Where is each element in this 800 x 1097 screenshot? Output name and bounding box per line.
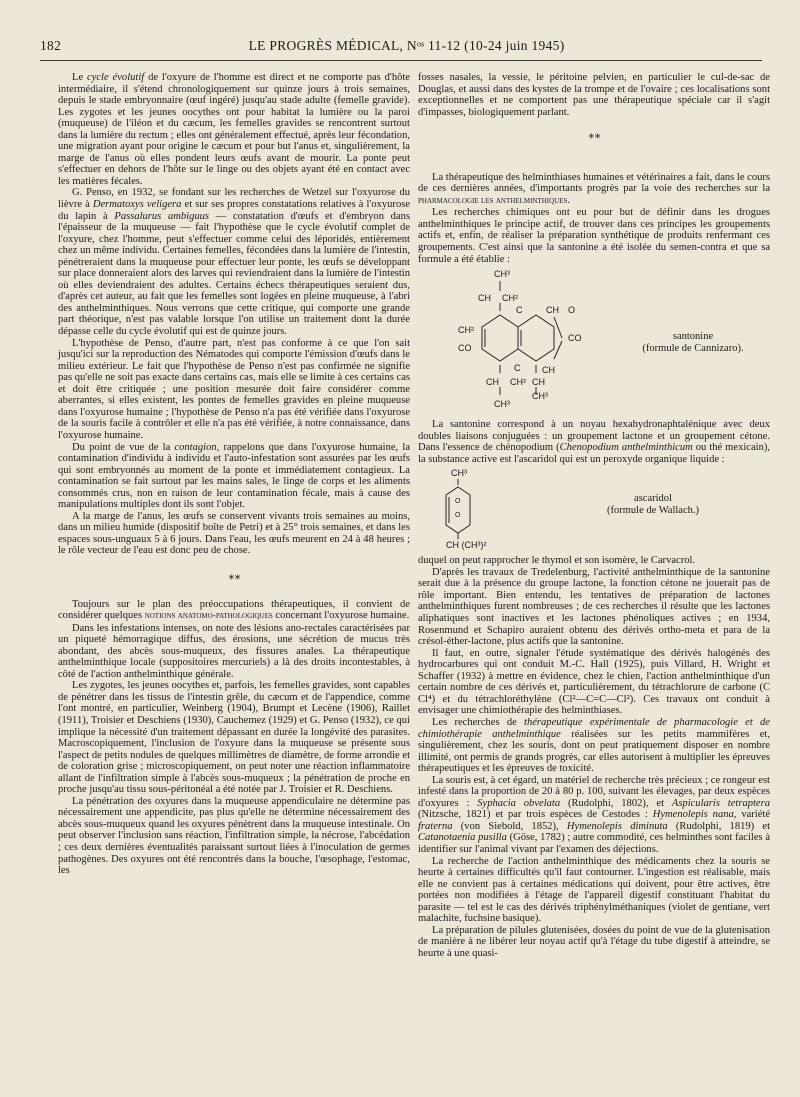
formula-atom: CH²: [458, 325, 474, 336]
formula-atom: CH: [478, 293, 491, 304]
paragraph-souris: La souris est, à cet égard, un matériel de recherche très précieux ; ce rongeur est infesté dans la proportion de 20 à 80 p. 100, suivant les élevages, par deux espèces d'oxyures : Syphacia obvelata (Rudolphi, 1802), et Aspicularis tetraptera (Nitzsche, 1821) et par trois espèces de Cestodes : Hymenolepis nana, variété fraterna (von Siebold, 1852), Hymenolepis diminuta (Rudolphi, 1819) et Catanotaenia pusilla (Göse, 1782) ; autre commodité, ces helminthes sont faciles à identifier sur l'animal vivant par l'examen des déjections.: [418, 774, 771, 855]
page-number: 182: [40, 38, 62, 53]
formula-atom: CH: [542, 365, 555, 376]
formula-atom: CH: [532, 377, 545, 388]
santonine-caption: santonine (formule de Cannizaro).: [642, 331, 744, 354]
formula-atom: CH: [546, 305, 559, 316]
formula-atom: CH³: [532, 391, 548, 402]
formula-atom: O: [568, 305, 576, 316]
left-column: [58, 72, 410, 877]
formula-atom: CH²: [502, 293, 518, 304]
paragraph-therapeutique: La thérapeutique des helminthiases humaines et vétérinaires a fait, dans le cours de ces dernières années, d'importants progrès par la voie des recherches sur la pharmacologie les anthelminthiques.: [418, 171, 770, 206]
paragraph-santonine: La santonine correspond à un noyau hexahydronaphtalénique avec deux doubles liaisons conjuguées : un groupement lactone et un groupement cétone. Dans l'essence de chénopodium (Chenopodium anthelminthicum ou thé mexicain), la substance active est l'ascaridol qui est un peroxyde organique liquide :: [418, 419, 770, 465]
formula-atom: C: [514, 363, 521, 374]
right-column: [418, 72, 770, 959]
ascaridol-caption: ascaridol (formule de Wallach.): [607, 493, 699, 516]
section-separator: ⁎ ⁎: [588, 129, 600, 142]
santonine-formula: [418, 267, 770, 415]
paragraph-recherches-experimentales: Les recherches de thérapeutique expérimentale de pharmacologie et de chimiothérapie anthelminthique réalisées sur les petits mammifères et, singulièrement, chez les souris, dont on peut pratiquement disposer en nombre illimité, ont permis de grands progrès, car elles autorisent à multiplier les épreuves thérapeutiques et les épreuves de toxicité.: [418, 716, 770, 775]
formula-atom: CH³: [451, 468, 467, 479]
header-rule: [40, 60, 762, 61]
paragraph-halogenes: Il faut, en outre, signaler l'étude systématique des dérivés halogénés des hydrocarbures qui ont conduit M.-C. Hall (1925), puis Villard, H. Wright et Schaffer (1932) à mettre en évidence, chez le chien, l'action anthelminthique d'un certain nombre de ces dérivés et, particulièrement, du tétrachlorure de carbone (C Cl⁴) et du tétrachloréthylène (Cl²—C=C—Cl²). Ces travaux ont conduit à envisager une chimiothérapie des helminthiases.: [418, 647, 770, 717]
formula-atom: C: [516, 305, 523, 316]
paragraph-notions-anatomo: Toujours sur le plan des préoccupations thérapeutiques, il convient de considérer quelques notions anatomo-pathologiques concernant l'oxyurose humaine.: [58, 598, 410, 622]
paragraph-pilules: La préparation de pilules glutenisées, dosées du point de vue de la glutenisation de manière à ne libérer leur noyau actif qu'à l'étage du tube digestif à atteindre, se heurte à une quasi-: [418, 924, 770, 959]
paragraph-action-anthelminthique: La recherche de l'action anthelminthique des médicaments chez la souris se heurte à certaines difficultés qu'il faut contourner. L'ingestion est réalisable, mais elle ne convient pas à certaines médications qui doivent, pour être actives, être portées non modifiées à l'étage de l'appareil digestif constituant l'habitat du parasite — tel est le cas des dérivés triphénylméthaniques (violet de gentiane, vert malachite, fuchsine basique).: [418, 855, 770, 925]
paragraph-cycle-evolutif: Le cycle évolutif de l'oxyure de l'homme est direct et ne comporte pas d'hôte intermédiaire, il s'étend chronologiquement sur quinze jours à trois semaines, depuis le stade embryonnaire (œuf ingéré) jusqu'au stade adulte (femelle gravide). Les zygotes et les jeunes oocythes ont pour habitat la lumière ou la paroi (muqueuse) de l'iléon et du cæcum, les femelles gravides se rencontrent surtout dans la lumière du rectum ; elles ont généralement effectué, après leur fécondation, une migration ayant pour origine le cæcum et pour but l'anus et, singulièrement, la marge de l'anus où elles pondent leurs œufs avant de mourir. La ponte peut s'effectuer en dehors de l'hôte sur le linge ou des objets ayant été en contact avec les matières fécales.: [58, 72, 410, 187]
formula-atom: CH³: [494, 399, 510, 410]
paragraph-contagion: Du point de vue de la contagion, rappelons que dans l'oxyurose humaine, la contamination d'individu à individu et l'auto-infestation sont assurées par les œufs qui sont embryonnés au moment de la ponte et immédiatement contagieux. La contamination se fait surtout par les mains sales, le linge de corps et les aliments consommés crus, non en raison de leur contamination fécale, mais à cause des manipulations multiples dont ils sont l'objet.: [58, 441, 410, 511]
formula-atom: O: [455, 512, 461, 520]
journal-title: LE PROGRÈS MÉDICAL, Nᵒˢ 11-12 (10-24 juin 1945): [248, 38, 565, 53]
paragraph-zygotes: Les zygotes, les jeunes oocythes et, parfois, les femelles gravides, sont capables de pénétrer dans les tissus de l'intestin grêle, du cæcum et de l'appendice, comme l'ont montré, en particulier, Weinberg (1904), Brumpt et Lecène (1906), Raillet (1911), Troisier et Deschiens (1930), Cauchemez (1929) et G. Penso (1932), ce qui implique la nécessité d'un traitement dépassant en durée la longévité des parasites. Macroscopiquement, l'inclusion de l'oxyure dans la muqueuse se présente sous l'aspect de petits nodules de quelques millimètres de diamètre, de forme arrondie et de coloration grise ; microscopiquement, on peut noter une réaction inflammatoire allant de l'infiltration simple à l'abcès sous-muqueux ; la pénétration de proche en proche jusqu'au tissu sous-péritonéal a été notée par J. Troisier et R. Deschiens.: [58, 680, 410, 796]
paragraph-localisations: fosses nasales, la vessie, le péritoine pelvien, en particulier le cul-de-sac de Douglas, et aussi dans des kystes de la trompe et de l'ovaire ; ces localisations sont exceptionnelles et ne comportent pas une thérapeutique spéciale car il s'agit d'impasses, biologiquement parlant.: [418, 72, 770, 118]
page-header: [40, 38, 762, 58]
paragraph-tredelenburg: D'après les travaux de Tredelenburg, l'activité anthelminthique de la santonine serait due à la présence du groupe lactone, la fonction cétone ne jouerait pas de rôle important. Bien entendu, les tentatives de préparation de lactones anthelminthiques furent nombreuses ; de ces recherches il résulte que les lactones aliphatiques sont inactives et les lactones phénoliques actives ; en 1934, Rosenmund et Schapiro auraient obtenu des dérivés ortho-meta et para de la crésol-éther-lactone, plus actifs que la santonine.: [418, 566, 770, 648]
formula-atom: CO: [458, 343, 472, 354]
paragraph-thymol: duquel on peut rapprocher le thymol et son isomère, le Carvacrol.: [418, 555, 696, 567]
formula-atom: CH: [486, 377, 499, 388]
paragraph-marge-anus: A la marge de l'anus, les œufs se conservent vivants trois semaines au moins, dans un milieu humide (dispositif boîte de Petri) et à 25° trois semaines, et dans les espaces sous-unguaux 5 à 6 jours. Dans l'eau, les œufs meurent en 24 à 48 heures ; le rôle vecteur de l'eau est donc peu de chose.: [58, 510, 410, 557]
formula-atom: O: [455, 498, 461, 506]
paragraph-hypothese: L'hypothèse de Penso, d'autre part, n'est pas conforme à ce que l'on sait jusqu'ici sur la reproduction des Nématodes qui comporte l'émission d'œufs dans le milieu extérieur. Le fait que l'hypothèse de Penso n'est pas confirmée ne signifie pas qu'elle ne soit pas exacte dans certains cas, mais elle se limite à ces certains cas et doit être critiquée ; une position mesurée doit faire considérer comme aberrantes, si elles existent, les pontes de femelles gravides en pleine muqueuse dans l'oxyurose humaine ; l'hypothèse de Penso n'a pas été vérifiée dans l'oxyurose de la souris facile à contrôler et elle n'a pas été vérifiée, à notre connaissance, dans l'oxyurose humaine.: [58, 337, 410, 441]
formula-atom: CH²: [510, 377, 526, 388]
paragraph-penso: G. Penso, en 1932, se fondant sur les recherches de Wetzel sur l'oxyurose du lièvre à Dermatoxys veligera et sur ses propres constatations relatives à l'oxyurose du lapin à Passalurus ambiguus — constatation d'œufs et d'embryon dans l'épaisseur de la muqueuse — fait l'hypothèse que le cycle évolutif complet de l'oxyure, chez l'homme, peut s'effectuer comme celui des léporidés, entièrement chez un même individu. Certaines femelles, fécondées dans la lumière de l'intestin, pénétreraient dans la muqueuse pour effectuer leur ponte, les œufs se développant sur place donneraient alors des larves qui reviendraient dans la lumière de l'intestin où elles deviendraient des adultes. Certains échecs thérapeutiques seraient dus, d'après cet auteur, au fait que les femelles sont logées en pleine muqueuse, à l'abri des anthelminthiques. Nous verrons que cette critique, qui comporte une grande part théorique, n'est pas valable lorsque l'on utilise un traitement dont la durée dépasse celle du cycle évolutif qui est de quinze jours.: [58, 187, 410, 338]
paragraph-recherches-chimiques: Les recherches chimiques ont eu pour but de définir dans les drogues anthelminthiques le principe actif, de trouver dans ces principes les groupements actifs et, enfin, de réaliser la préparation synthétique de produits renfermant ces groupements. C'est ainsi que la santonine a été isolée du semen-contra et que sa formule a été établie :: [418, 207, 770, 265]
formula-atom: CH (CH³)²: [446, 540, 487, 551]
paragraph-penetration: La pénétration des oxyures dans la muqueuse appendiculaire ne détermine pas nécessairement une appendicite, pas plus qu'elle ne détermine nécessairement des abcès sous-muqueux quand les oxyures pénètrent dans la muqueuse intestinale. On peut observer l'inclusion sans réaction, l'infiltration simple, la nécrose, l'abcédation ; ces deux dernières éventualités paraissant surtout liées à l'inoculation de germes pathogènes. Des oxyures ont été rencontrés dans la bouche, l'œsophage, l'estomac, les: [58, 795, 410, 877]
section-separator: ⁎ ⁎: [228, 569, 240, 582]
formula-atom: CO: [568, 333, 582, 344]
formula-atom: CH³: [494, 269, 510, 280]
paragraph-infestations: Dans les infestations intenses, on note des lésions ano-rectales caractérisées par un piqueté hémorragique diffus, des érosions, une sécrétion de mucus très abondant, des abcès sous-muqueux, des fissures anales. La thérapeutique anthelminthique locale (suppositoires mercuriels) a là des droits incontestables, à côté de l'action anthelminthique générale.: [58, 622, 410, 680]
ascaridol-formula: [418, 467, 770, 551]
